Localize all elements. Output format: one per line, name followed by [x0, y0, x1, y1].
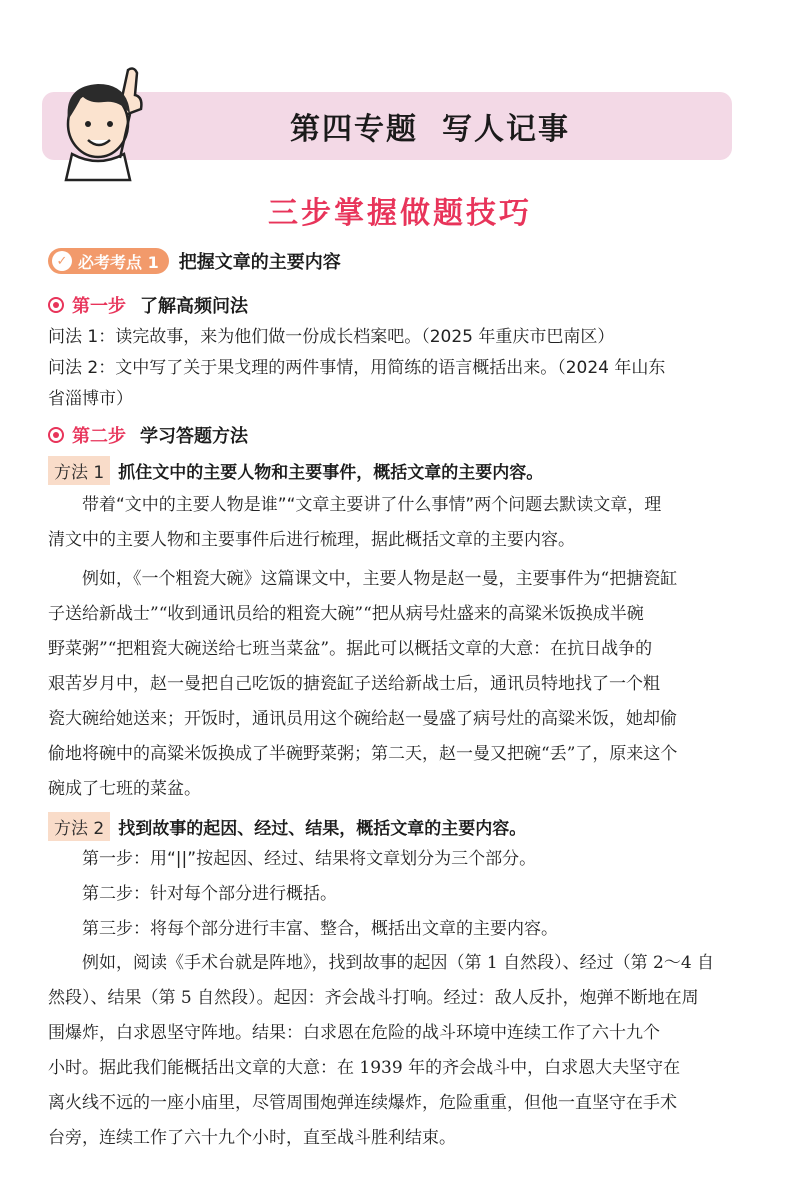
method-step-line: 第三步：将每个部分进行丰富、整合，概括出文章的主要内容。: [82, 919, 558, 939]
question-1: 问法 1：读完故事，来为他们做一份成长档案吧。（2025 年重庆市巴南区）: [48, 327, 615, 347]
method-2-example: [48, 946, 760, 1156]
question-2: 问法 2：文中写了关于果戈理的两件事情，用简练的语言概括出来。（2024 年山东: [48, 358, 666, 378]
paragraph-line: 围爆炸，白求恩坚守阵地。结果：白求恩在危险的战斗环境中连续工作了六十九个: [48, 1023, 660, 1043]
paragraph-line: 小时。据此我们能概括出文章的大意：在 1939 年的齐会战斗中，白求恩大夫坚守在: [48, 1058, 681, 1078]
method-step-line: 第一步：用“||”按起因、经过、结果将文章划分为三个部分。: [82, 849, 537, 869]
paragraph-line: 例如，《一个粗瓷大碗》这篇课文中，主要人物是赵一曼，主要事件为“把搪瓷缸: [82, 569, 678, 589]
question-2-cont: 省淄博市）: [48, 389, 133, 409]
paragraph-line: 偷地将碗中的高粱米饭换成了半碗野菜粥；第二天，赵一曼又把碗“丢”了，原来这个: [48, 744, 678, 764]
section-subtitle: 三步掌握做题技巧: [262, 188, 538, 232]
key-point-badge-label: 必考考点 1: [78, 252, 159, 272]
target-circle-icon: [48, 297, 64, 313]
paragraph-line: 然段）、结果（第 5 自然段）。起因：齐会战斗打响。经过：敌人反扑，炮弹不断地在周: [48, 988, 699, 1008]
key-point-badge: [48, 248, 169, 274]
method-2-steps: [48, 842, 760, 947]
title-part-2: 写人记事: [442, 112, 570, 147]
key-point-row: [48, 248, 341, 274]
check-icon: ✓: [52, 251, 72, 271]
target-circle-icon: [48, 427, 64, 443]
method-1-text: 抓住文中的主要人物和主要事件，概括文章的主要内容。: [118, 463, 544, 483]
method-1-example: [48, 562, 760, 807]
paragraph-line: 清文中的主要人物和主要事件后进行梳理，据此概括文章的主要内容。: [48, 530, 575, 550]
paragraph-line: 野菜粥”“把粗瓷大碗送给七班当菜盆”。据此可以概括文章的大意：在抗日战争的: [48, 639, 653, 659]
method-2-text: 找到故事的起因、经过、结果，概括文章的主要内容。: [118, 819, 527, 839]
paragraph-line: 台旁，连续工作了六十九个小时，直至战斗胜利结束。: [48, 1128, 456, 1148]
method-1-tag: 方法 1: [48, 456, 110, 485]
step-1-text: 了解高频问法: [140, 296, 248, 317]
method-step-line: 第二步：针对每个部分进行概括。: [82, 884, 337, 904]
step-2-text: 学习答题方法: [140, 426, 248, 447]
paragraph-line: 离火线不远的一座小庙里，尽管周围炮弹连续爆炸，危险重重，但他一直坚守在手术: [48, 1093, 677, 1113]
paragraph-line: 子送给新战士”“收到通讯员给的粗瓷大碗”“把从病号灶盛来的高粱米饭换成半碗: [48, 604, 644, 624]
paragraph-line: 带着“文中的主要人物是谁”“文章主要讲了什么事情”两个问题去默读文章，理: [82, 495, 662, 515]
step-2-heading: [48, 422, 248, 448]
method-1-explanation: [48, 488, 760, 558]
paragraph-line: 例如，阅读《手术台就是阵地》，找到故事的起因（第 1 自然段）、经过（第 2～4 自: [82, 953, 715, 973]
method-1-heading: [48, 456, 543, 485]
page-title: [0, 104, 800, 148]
subtitle-wrap: [0, 188, 800, 232]
paragraph-line: 艰苦岁月中，赵一曼把自己吃饭的搪瓷缸子送给新战士后，通讯员特地找了一个粗: [48, 674, 660, 694]
step-1-heading: [48, 292, 248, 318]
step-1-label: 第一步: [72, 296, 126, 317]
paragraph-line: 碗成了七班的菜盆。: [48, 779, 201, 799]
method-2-tag: 方法 2: [48, 812, 110, 841]
step-2-label: 第二步: [72, 426, 126, 447]
method-2-heading: [48, 812, 526, 841]
paragraph-line: 瓷大碗给她送来；开饭时，通讯员用这个碗给赵一曼盛了病号灶的高粱米饭，她却偷: [48, 709, 677, 729]
title-part-1: 第四专题: [290, 112, 418, 147]
key-point-text: 把握文章的主要内容: [178, 252, 341, 273]
